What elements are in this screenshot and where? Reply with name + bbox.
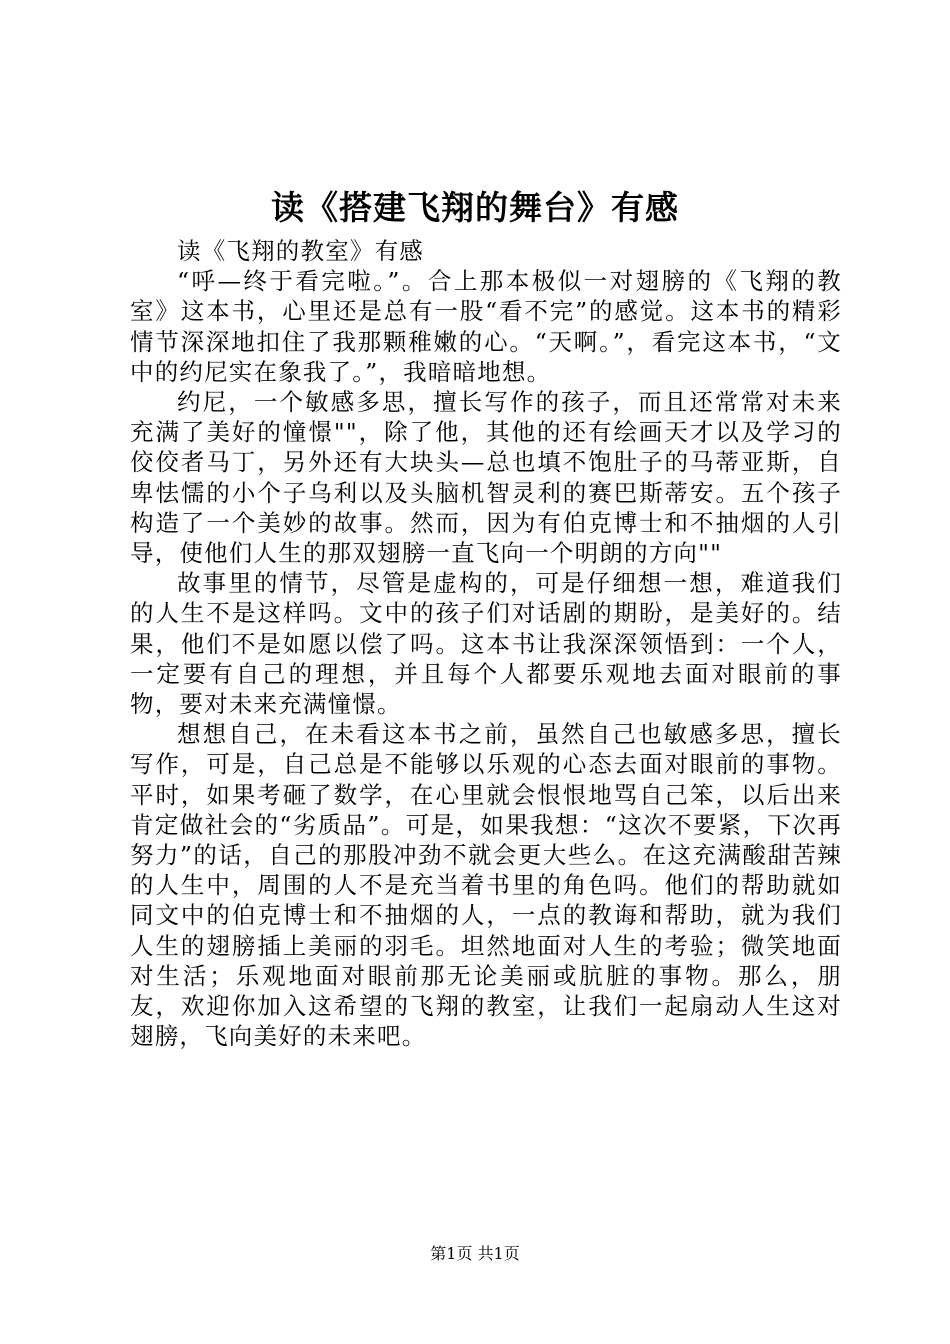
page-footer: 第1页 共1页 — [430, 1244, 520, 1263]
paragraph: 想想自己，在未看这本书之前，虽然自己也敏感多思，擅长写作，可是，自己总是不能够以乐观的心态去面对眼前的事物。平时，如果考砸了数学，在心里就会恨恨地骂自己笨，以后出来肯定做社会的“劣质品”。可是，如果我想：“这次不要紧，下次再努力”的话，自己的那股冲劲不就会更大些么。在这充满酸甜苦辣的人生中，周围的人不是充当着书里的角色吗。他们的帮助就如同文中的伯克博士和不抽烟的人，一点的教诲和帮助，就为我们人生的翅膀插上美丽的羽毛。坦然地面对人生的考验；微笑地面对生活；乐观地面对眼前那无论美丽或肮脏的事物。那么，朋友，欢迎你加入这希望的飞翔的教室，让我们一起扇动人生这对翅膀，飞向美好的未来吧。 — [130, 720, 842, 1051]
paragraph: 约尼，一个敏感多思，擅长写作的孩子，而且还常常对未来充满了美好的憧憬""，除了他，其他的还有绘画天才以及学习的佼佼者马丁，另外还有大块头—总也填不饱肚子的马蒂亚斯，自卑怯懦的小个子乌利以及头脑机智灵利的赛巴斯蒂安。五个孩子构造了一个美妙的故事。然而，因为有伯克博士和不抽烟的人引导，使他们人生的那双翅膀一直飞向一个明朗的方向"" — [130, 388, 842, 568]
paragraph: “呼—终于看完啦。”。合上那本极似一对翅膀的《飞翔的教室》这本书，心里还是总有一股“看不完”的感觉。这本书的精彩情节深深地扣住了我那颗稚嫩的心。“天啊。”，看完这本书，“文中的约尼实在象我了。”，我暗暗地想。 — [130, 267, 842, 386]
paragraph: 故事里的情节，尽管是虚构的，可是仔细想一想，难道我们的人生不是这样吗。文中的孩子们对话剧的期盼，是美好的。结果，他们不是如愿以偿了吗。这本书让我深深领悟到：一个人，一定要有自己的理想，并且每个人都要乐观地去面对眼前的事物，要对未来充满憧憬。 — [130, 569, 842, 719]
paragraph-subtitle: 读《飞翔的教室》有感 — [177, 237, 424, 265]
document-body — [130, 236, 842, 1051]
document-title: 读《搭建飞翔的舞台》有感 — [271, 188, 679, 227]
